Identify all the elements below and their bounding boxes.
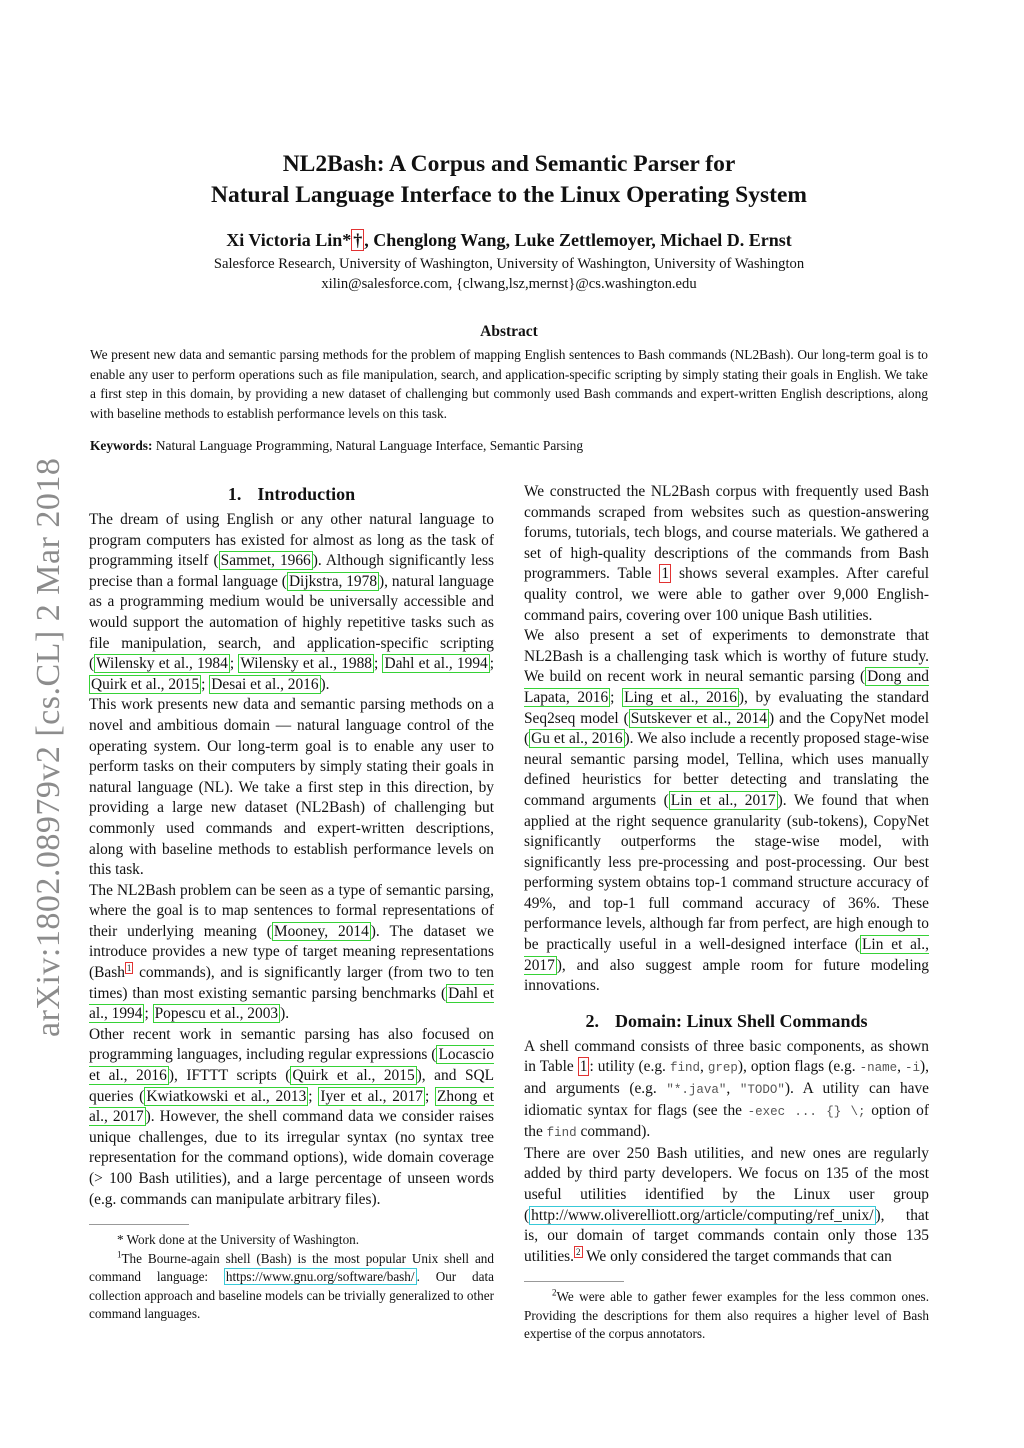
intro-paragraph-1 bbox=[89, 510, 494, 695]
text: ; bbox=[610, 688, 623, 706]
text: ; bbox=[201, 675, 210, 693]
footnote-star: * Work done at the University of Washington. bbox=[117, 1232, 360, 1248]
table-ref-link[interactable]: 1 bbox=[661, 565, 670, 583]
text: ; bbox=[229, 655, 239, 673]
text: ), and SQL queries ( bbox=[89, 1067, 495, 1105]
citation-link[interactable]: Wilensky et al., 1988 bbox=[240, 655, 372, 673]
url-link[interactable]: http://www.oliverelliott.org/article/computing/ref_unix/ bbox=[531, 1206, 874, 1224]
code-token: -i bbox=[905, 1061, 921, 1076]
section-heading-introduction bbox=[89, 482, 494, 506]
table-ref-link[interactable]: 1 bbox=[579, 1058, 588, 1076]
citation-link[interactable]: Desai et al., 2016 bbox=[211, 675, 319, 693]
code-token: -name bbox=[859, 1061, 898, 1076]
intro-paragraph-2: This work presents new data and semantic parsing methods on a novel and ambitious domain — natural language control of the operating system. Our long-term goal is to enable any user to perform tasks on their computers by simply stating their goals in natural language (NL). We take a first step in this direction, by providing a large new dataset (NL2Bash) of challenging but commonly used commands and expert-written descriptions, along with baseline methods to establish performance levels on this task. bbox=[89, 696, 494, 879]
citation-link[interactable]: Zhong et al., 2017 bbox=[89, 1087, 495, 1126]
text: option of the bbox=[524, 1101, 929, 1141]
text: ), by evaluating the standard Seq2seq model ( bbox=[524, 688, 929, 727]
code-token: "TODO" bbox=[739, 1083, 785, 1098]
citation-link[interactable]: Dong and Lapata, 2016 bbox=[524, 668, 929, 706]
citation-link[interactable]: Dijkstra, 1978 bbox=[288, 572, 378, 590]
text: ). bbox=[320, 675, 330, 693]
text: We were able to gather fewer examples for the less common ones. Providing the descriptions for them also requires a higher level of Bash expertise of the corpus annotators. bbox=[524, 1289, 929, 1342]
text: Other recent work in semantic parsing has also focused on programming languages, including regular expressions ( bbox=[89, 1025, 494, 1064]
citation-link[interactable]: Quirk et al., 2015 bbox=[91, 675, 200, 693]
domain-paragraph-2 bbox=[524, 1144, 929, 1268]
footnote-number: 1 bbox=[117, 1249, 122, 1260]
text: ; bbox=[308, 1087, 319, 1105]
code-token: find bbox=[546, 1126, 577, 1141]
text: ). A utility can have idiomatic syntax for flags (see the bbox=[524, 1080, 929, 1119]
text: command). bbox=[576, 1123, 651, 1141]
text: A shell command consists of three basic components, as shown in Table bbox=[524, 1037, 929, 1076]
citation-link[interactable]: Mooney, 2014 bbox=[273, 922, 369, 940]
section-heading-domain bbox=[524, 1009, 929, 1033]
section-number: 2. bbox=[585, 1010, 599, 1031]
code-token: -exec ... {} \; bbox=[747, 1104, 866, 1119]
citation-link[interactable]: Popescu et al., 2003 bbox=[154, 1005, 279, 1023]
text: ). The dataset we introduce provides a new type of target meaning representations (Bash bbox=[89, 922, 494, 982]
text: We also present a set of experiments to demonstrate that NL2Bash is a challenging task which is worthy of future study. We build on recent work in neural semantic parsing ( bbox=[524, 627, 929, 686]
text: We constructed the NL2Bash corpus with frequently used Bash commands scraped from websites such as question-answering forums, tutorials, tech blogs, and course materials. We gathered a set of high-quality descriptions of the commands from Bash programmers. Table bbox=[524, 483, 929, 583]
citation-link[interactable]: Lin et al., 2017 bbox=[670, 791, 776, 809]
text: There are over 250 Bash utilities, and new ones are regularly added by third party developers. We focus on 135 of the most useful utilities identified by the Linux user group ( bbox=[524, 1144, 929, 1224]
text: , bbox=[699, 1058, 708, 1076]
footnote-2 bbox=[524, 1288, 929, 1344]
author-list bbox=[90, 230, 928, 251]
citation-link[interactable]: Gu et al., 2016 bbox=[531, 730, 623, 748]
code-token: find bbox=[669, 1061, 700, 1076]
section-title: Introduction bbox=[257, 484, 356, 504]
footnote-rule bbox=[89, 1224, 189, 1225]
footnote-rule bbox=[524, 1281, 624, 1282]
url-link[interactable]: https://www.gnu.org/software/bash/ bbox=[225, 1269, 415, 1285]
text: ), option flags (e.g. bbox=[737, 1058, 860, 1076]
text: shows several examples. After careful quality control, we were able to gather over 9,000 English-command pairs, covering over 100 unique Bash utilities. bbox=[524, 565, 930, 624]
citation-link[interactable]: Lin et al., 2017 bbox=[524, 936, 929, 974]
text: ), that is, our domain of target commands contain only those 135 utilities. bbox=[524, 1206, 929, 1265]
text: ; bbox=[489, 655, 494, 673]
author-note-mark[interactable]: † bbox=[353, 230, 363, 250]
citation-link[interactable]: Iyer et al., 2017 bbox=[320, 1087, 423, 1105]
domain-paragraph-1 bbox=[524, 1037, 929, 1144]
code-token: grep bbox=[707, 1061, 738, 1076]
text: ), and arguments (e.g. bbox=[524, 1058, 929, 1098]
code-token: "*.java" bbox=[666, 1083, 727, 1098]
keywords bbox=[90, 438, 928, 454]
text: ), IFTTT scripts ( bbox=[168, 1067, 291, 1085]
intro-paragraph-6 bbox=[524, 626, 929, 997]
footnote-number: 2 bbox=[552, 1287, 557, 1298]
citation-link[interactable]: Locascio et al., 2016 bbox=[89, 1046, 494, 1085]
text: ; bbox=[374, 655, 383, 673]
citation-link[interactable]: Wilensky et al., 1984 bbox=[96, 655, 228, 673]
left-column bbox=[89, 482, 494, 1324]
intro-paragraph-5 bbox=[524, 482, 929, 626]
title-line-1: NL2Bash: A Corpus and Semantic Parser for bbox=[282, 151, 736, 177]
text: , bbox=[726, 1080, 740, 1098]
citation-link[interactable]: Sutskever et al., 2014 bbox=[630, 709, 768, 727]
intro-paragraph-4 bbox=[89, 1025, 494, 1210]
keywords-label: Keywords: bbox=[90, 438, 153, 453]
text: ; bbox=[424, 1087, 435, 1105]
author-emails: xilin@salesforce.com, {clwang,lsz,mernst}@cs.washington.edu bbox=[321, 276, 697, 292]
text: commands), and is significantly larger (from two to ten times) than most existing semantic parsing benchmarks ( bbox=[89, 964, 494, 1002]
text: ; bbox=[144, 1005, 153, 1023]
citation-link[interactable]: Quirk et al., 2015 bbox=[292, 1067, 415, 1085]
arxiv-identifier: arXiv:1802.08979v2 [cs.CL] 2 Mar 2018 bbox=[30, 457, 67, 1038]
text: ), natural language as a programming medium would be universally accessible and would support the automation of highly repetitive tasks such as file manipulation, search, and application-specific scripting ( bbox=[89, 572, 494, 673]
first-author: Xi Victoria Lin* bbox=[226, 230, 352, 250]
text: The dream of using English or any other natural language to program computers has existed for almost as long as the task of programming itself ( bbox=[89, 511, 494, 570]
text: ) and the CopyNet model ( bbox=[524, 709, 929, 748]
citation-link[interactable]: Kwiatkowski et al., 2013 bbox=[146, 1087, 307, 1105]
keywords-text: Natural Language Programming, Natural Language Interface, Semantic Parsing bbox=[152, 438, 584, 453]
title-line-2: Natural Language Interface to the Linux Operating System bbox=[211, 182, 807, 208]
abstract-heading: Abstract bbox=[480, 323, 538, 340]
text: ). bbox=[280, 1005, 290, 1023]
text: We only considered the target commands that can bbox=[582, 1247, 892, 1265]
footnote-mark[interactable]: 2 bbox=[576, 1246, 581, 1257]
footnote-mark[interactable]: 1 bbox=[126, 962, 132, 973]
text: ). However, the shell command data we consider raises unique challenges, due to its irregular syntax (no syntax tree representation for the command options), wide domain coverage (> 100 Bash utilities), and a large percentage of unseen words (e.g. commands can manipulate arbitrary files). bbox=[89, 1108, 494, 1208]
citation-link[interactable]: Sammet, 1966 bbox=[220, 552, 311, 570]
right-column bbox=[524, 482, 929, 1344]
abstract-text: We present new data and semantic parsing methods for the problem of mapping English sentences to Bash commands (NL2Bash). Our long-term goal is to enable any user to perform operations such as file manipulation, search, and application-specific scripting by simply stating their goals in English. We take a first step in this domain, by providing a new dataset of challenging but commonly used Bash commands and expert-written English descriptions, along with baseline methods to establish performance levels on this task. bbox=[90, 347, 928, 421]
text: The NL2Bash problem can be seen as a type of semantic parsing, where the goal is to map sentences to formal representations of their underlying meaning ( bbox=[89, 881, 494, 940]
text: ), and also suggest ample room for future modeling innovations. bbox=[524, 956, 929, 995]
text: The Bourne-again shell (Bash) is the most popular Unix shell and command language: bbox=[89, 1250, 494, 1285]
text: : utility (e.g. bbox=[589, 1058, 670, 1076]
text: , bbox=[897, 1058, 905, 1076]
intro-paragraph-3 bbox=[89, 881, 494, 1025]
section-title: Domain: Linux Shell Commands bbox=[614, 1010, 868, 1031]
section-number: 1. bbox=[227, 484, 242, 504]
other-authors: , Chenglong Wang, Luke Zettlemoyer, Michael D. Ernst bbox=[364, 230, 792, 250]
citation-link[interactable]: Dahl et al., 1994 bbox=[89, 984, 495, 1023]
citation-link[interactable]: Ling et al., 2016 bbox=[624, 688, 737, 706]
text: ). We found that when applied at the right sequence granularity (sub-tokens), CopyNet significantly outperforms the stage-wise model, with significantly less pre-processing and post-processing. Our best performing system obtains top-1 command structure accuracy of 49%, and top-1 full command accuracy of 36%. These performance levels, although far from perfect, are high enough to be practically useful in a well-designed interface ( bbox=[524, 791, 930, 954]
text: . Our data collection approach and baseline models can be trivially generalized to other command languages. bbox=[89, 1269, 494, 1322]
citation-link[interactable]: Dahl et al., 1994 bbox=[384, 655, 488, 673]
paper-title bbox=[90, 149, 928, 211]
text: ). Although significantly less precise than a formal language ( bbox=[89, 552, 494, 590]
text: ). We also include a recently proposed stage-wise neural semantic parsing model, Tellina, which uses manually defined heuristics for better detecting and translating the command arguments ( bbox=[524, 730, 929, 809]
footnote-1 bbox=[89, 1250, 494, 1324]
affiliations: Salesforce Research, University of Washington, University of Washington, University of Washington bbox=[213, 256, 805, 272]
